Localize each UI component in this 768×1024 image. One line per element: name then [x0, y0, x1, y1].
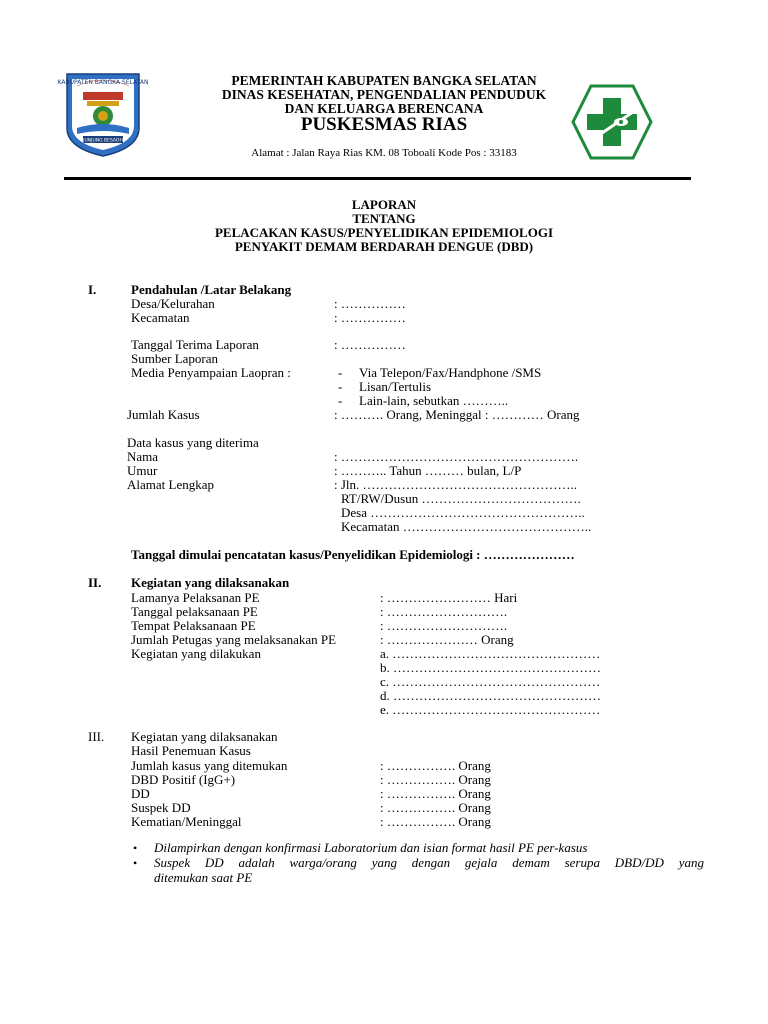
kecamatan-label: Kecamatan: [131, 310, 190, 325]
sec2-row-value: : ……………………….: [380, 604, 508, 619]
sec2-row-value: : …………………… Hari: [380, 590, 518, 605]
media-dash-1: -: [338, 365, 343, 380]
sec2-row-value: : ………………… Orang: [380, 632, 514, 647]
section-2-number: II.: [88, 575, 102, 590]
sec2-row-value: : ……………………….: [380, 618, 508, 633]
section-1-number: I.: [88, 282, 97, 297]
section-1-heading: Pendahulan /Latar Belakang: [131, 282, 292, 297]
sec3-row-label: Jumlah kasus yang ditemukan: [131, 758, 288, 773]
section-2-heading: Kegiatan yang dilaksanakan: [131, 575, 290, 590]
sec3-row-value: : ……………. Orang: [380, 800, 491, 815]
logo-text-bottom: JUNJUNG BESAOH: [83, 138, 123, 144]
alamat-value: : Jln. …………………………………………..: [334, 477, 578, 492]
media-dash-2: -: [338, 379, 343, 394]
sec3-row-label: Kematian/Meninggal: [131, 814, 242, 829]
sec3-row-value: : ……………. Orang: [380, 758, 491, 773]
sec3-row-value: : ……………. Orang: [380, 814, 491, 829]
section-3-heading: Kegiatan yang dilaksanakan: [131, 729, 278, 744]
logo-text-top: KABUPATEN BANGKA SELATAN: [57, 79, 149, 86]
nama-label: Nama: [127, 449, 159, 464]
desa-2-value: Desa …………………………………………..: [341, 505, 585, 520]
header-divider: [64, 177, 691, 180]
desa-value: : ……………: [334, 296, 406, 311]
kegiatan-item-c: c. …………………………………………: [380, 674, 601, 689]
sec3-row-label: DD: [131, 786, 150, 801]
media-dash-3: -: [338, 393, 343, 408]
note-2-line-2: ditemukan saat PE: [154, 870, 253, 885]
header-line-3: DAN KELUARGA BERENCANA: [284, 101, 484, 116]
kecamatan-2-value: Kecamatan ……………………………………..: [341, 519, 592, 534]
sec3-row-label: DBD Positif (IgG+): [131, 772, 236, 787]
sec2-row-label: Tempat Pelaksanaan PE: [131, 618, 256, 633]
sec2-row-label: Lamanya Pelaksanan PE: [131, 590, 260, 605]
kegiatan-item-d: d. …………………………………………: [380, 688, 601, 703]
alamat-label: Alamat Lengkap: [127, 477, 214, 492]
sec3-row-label: Suspek DD: [131, 800, 191, 815]
tanggal-mulai-line: Tanggal dimulai pencatatan kasus/Penyelidikan Epidemiologi : …………………: [131, 547, 575, 562]
kegiatan-item-b: b. …………………………………………: [380, 660, 601, 675]
header-line-2: DINAS KESEHATAN, PENGENDALIAN PENDUDUK: [221, 87, 547, 102]
note-2-line-1: Suspek DD adalah warga/orang yang dengan gejala demam serupa DBD/DD yang: [154, 855, 704, 870]
sumber-laporan-label: Sumber Laporan: [131, 351, 219, 366]
bullet-icon: •: [133, 856, 138, 870]
sec2-row-label: Jumlah Petugas yang melaksanakan PE: [131, 632, 337, 647]
media-option-2: Lisan/Tertulis: [359, 379, 432, 394]
sec3-row-value: : ……………. Orang: [380, 772, 491, 787]
media-option-1: Via Telepon/Fax/Handphone /SMS: [359, 365, 542, 380]
umur-label: Umur: [127, 463, 158, 478]
report-title-3: PELACAKAN KASUS/PENYELIDIKAN EPIDEMIOLOGI: [214, 225, 554, 240]
address-line: Alamat : Jalan Raya Rias KM. 08 Toboali Kode Pos : 33183: [251, 147, 517, 159]
report-title-4: PENYAKIT DEMAM BERDARAH DENGUE (DBD): [234, 239, 534, 254]
sec2-row-label: Kegiatan yang dilakukan: [131, 646, 261, 661]
bullet-icon: •: [133, 841, 138, 855]
report-title-2: TENTANG: [352, 211, 416, 226]
nama-value: : ……………………………………………….: [334, 449, 579, 464]
sec2-row-value: a. …………………………………………: [380, 646, 601, 661]
sec2-row-label: Tanggal pelaksanaan PE: [131, 604, 258, 619]
tanggal-terima-label: Tanggal Terima Laporan: [131, 337, 259, 352]
report-title-1: LAPORAN: [351, 197, 417, 212]
note-1: Dilampirkan dengan konfirmasi Laboratorium dan isian format hasil PE per-kasus: [154, 840, 588, 855]
data-kasus-label: Data kasus yang diterima: [127, 435, 259, 450]
desa-label: Desa/Kelurahan: [131, 296, 215, 311]
rt-rw-value: RT/RW/Dusun ……………………………….: [341, 491, 581, 506]
tanggal-terima-value: : ……………: [334, 337, 406, 352]
section-3-subheading: Hasil Penemuan Kasus: [131, 743, 251, 758]
kegiatan-item-e: e. …………………………………………: [380, 702, 601, 717]
header-line-1: PEMERINTAH KABUPATEN BANGKA SELATAN: [231, 73, 537, 88]
jumlah-kasus-label: Jumlah Kasus: [127, 407, 200, 422]
section-3-number: III.: [88, 729, 105, 744]
kecamatan-value: : ……………: [334, 310, 406, 325]
media-label: Media Penyampaian Laopran :: [131, 365, 291, 380]
jumlah-kasus-value: : ………. Orang, Meninggal : ………… Orang: [334, 407, 580, 422]
umur-value: : ……….. Tahun ……… bulan, L/P: [334, 463, 522, 478]
page-title: PUSKESMAS RIAS: [300, 114, 468, 135]
sec3-row-value: : ……………. Orang: [380, 786, 491, 801]
media-option-3: Lain-lain, sebutkan ………..: [359, 393, 509, 408]
